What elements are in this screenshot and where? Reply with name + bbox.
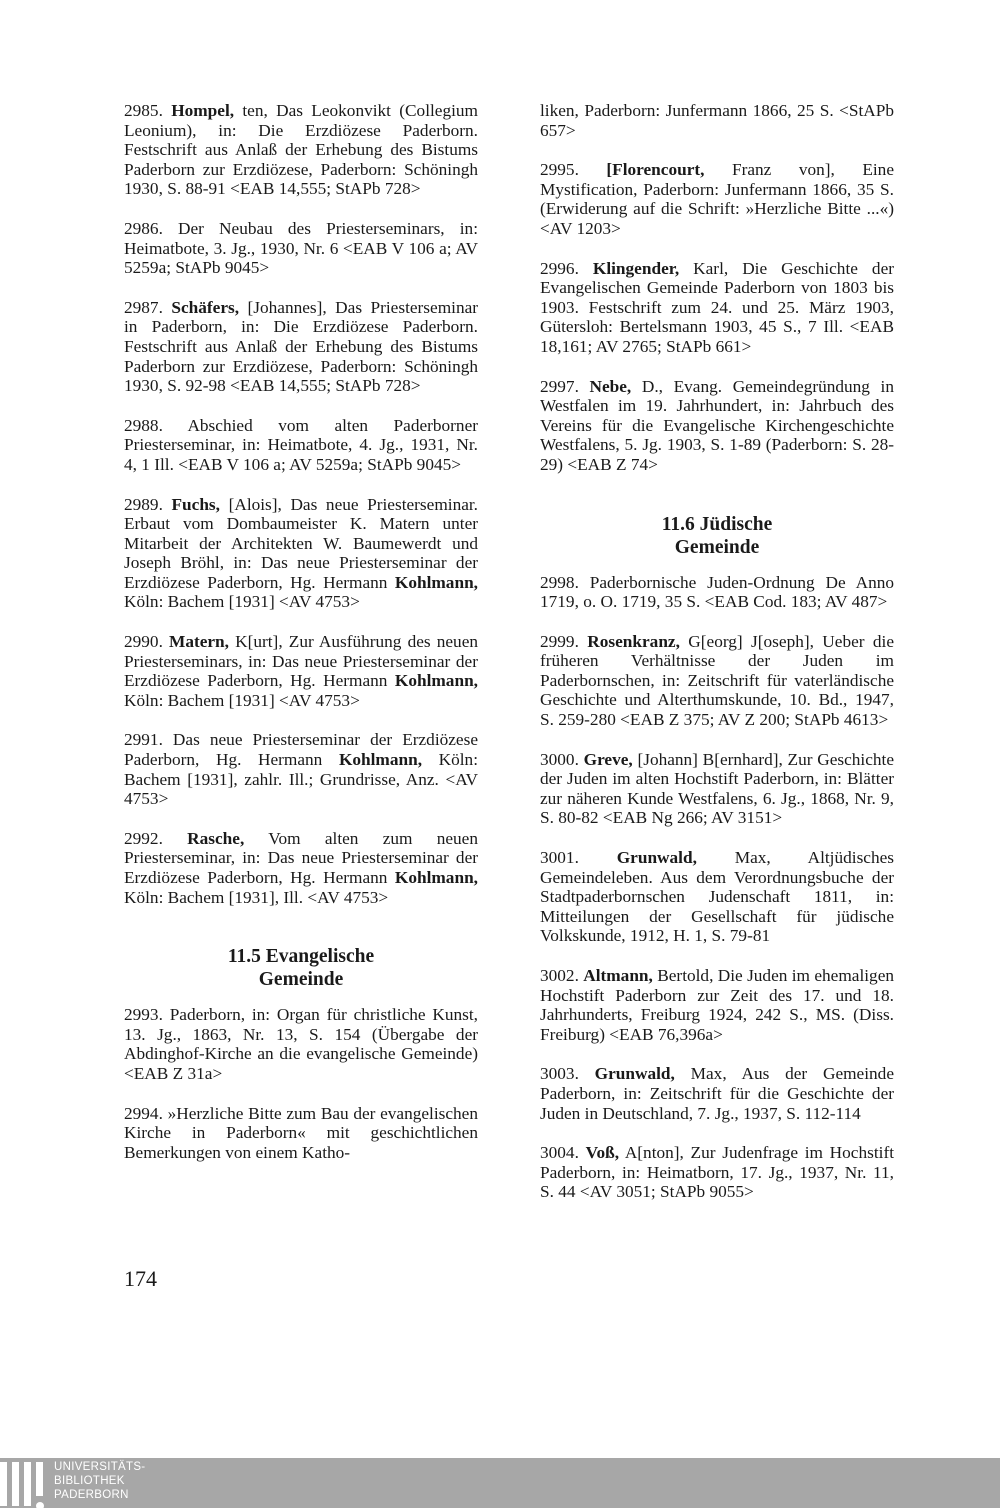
library-footer bbox=[0, 1458, 1000, 1508]
entry-text: 2995. bbox=[540, 160, 607, 180]
entry-author: Fuchs, bbox=[171, 494, 220, 514]
entry-author: Hompel, bbox=[171, 101, 235, 120]
entry-author: Rasche, bbox=[187, 828, 245, 848]
bibliography-entry bbox=[540, 750, 894, 828]
entry-author: Voß, bbox=[585, 1143, 620, 1163]
entry-text: 2996. bbox=[540, 258, 593, 278]
entry-text: 3002. bbox=[540, 966, 584, 985]
library-name-line: PADERBORN bbox=[54, 1489, 129, 1501]
section-heading-juedische bbox=[540, 513, 894, 559]
entry-text: Bertold, Die Juden im ehemaligen Hochstift Paderborn zur Zeit des 17. und 18. Jahrhunderts, Freiburg 1924, 242 S., MS. (Diss. Freiburg) <EAB 76,396a> bbox=[540, 966, 894, 1044]
bibliography-entry bbox=[124, 298, 478, 396]
left-column bbox=[124, 101, 478, 1182]
entry-text: Köln: Bachem [1931] <AV 4753> bbox=[124, 690, 360, 710]
bibliography-entry bbox=[540, 259, 894, 357]
entry-text: 3000. bbox=[540, 749, 584, 769]
entry-list bbox=[124, 1005, 478, 1162]
bibliography-entry bbox=[540, 848, 894, 946]
entry-text: 2994. »Herzliche Bitte zum Bau der evangelischen Kirche in Paderborn« mit geschichtlichen Bemerkungen von einem Katho- bbox=[124, 1103, 478, 1162]
entry-author: Schäfers, bbox=[171, 297, 240, 317]
bibliography-entry bbox=[540, 101, 894, 140]
bibliography-entry bbox=[124, 730, 478, 808]
bibliography-entry bbox=[540, 632, 894, 730]
bibliography-entry bbox=[124, 632, 478, 710]
entry-author: Klingender, bbox=[592, 258, 680, 278]
entry-author: Grunwald, bbox=[594, 1064, 675, 1084]
heading-line: Gemeinde bbox=[258, 969, 344, 991]
entry-text: Vom alten zum neuen Priesterseminar, in: Das neue Priesterseminar der Erzdiözese Paderborn, Hg. Hermann bbox=[124, 828, 478, 887]
entry-text: D., Evang. Gemeindegründung in Westfalen im 19. Jahrhundert, in: Jahrbuch des Vereins für die Evangelische Kirchengeschichte Westfalens, 5. Jg. 1903, S. 1-89 (Paderborn: S. 28-29) <EAB Z 74> bbox=[540, 376, 894, 474]
entry-text: Karl, Die Geschichte der Evangelischen Gemeinde Paderborn von 1803 bis 1903. Festschrift zum 24. und 25. März 1903, Gütersloh: Bertelsmann 1903, 45 S., 7 Ill. <EAB 18,161; AV 2765; StAPb 661> bbox=[540, 258, 894, 356]
entry-text: 2991. Das neue Priesterseminar der Erzdiözese Paderborn, Hg. Hermann bbox=[124, 730, 478, 770]
entry-text: liken, Paderborn: Junfermann 1866, 25 S. <StAPb 657> bbox=[540, 101, 894, 140]
entry-text: Max, Altjüdisches Gemeindeleben. Aus dem Verordnungsbuche der Stadtpaderbornschen Judenschaft 1811, in: Mitteilungen der Gesellschaft für jüdische Volkskunde, 1912, H. 1, S. 79-81 bbox=[540, 848, 894, 946]
bibliography-entry bbox=[540, 1143, 894, 1202]
entry-list bbox=[124, 101, 478, 907]
bibliography-entry bbox=[124, 1104, 478, 1163]
entry-text: Max, Aus der Gemeinde Paderborn, in: Zeitschrift für die Geschichte der Juden in Deutschland, 7. Jg., 1937, S. 112-114 bbox=[540, 1064, 894, 1123]
entry-text: 2997. bbox=[540, 376, 590, 396]
entry-text: Köln: Bachem [1931], zahlr. Ill.; Grundrisse, Anz. <AV 4753> bbox=[124, 750, 478, 809]
entry-list bbox=[540, 101, 894, 475]
entry-list bbox=[540, 573, 894, 1202]
entry-author: Grunwald, bbox=[616, 848, 697, 868]
entry-text: A[nton], Zur Judenfrage im Hochstift Paderborn, in: Heimatborn, 17. Jg., 1937, Nr. 11, S. 44 <AV 3051; StAPb 9055> bbox=[540, 1143, 895, 1202]
entry-author: Nebe, bbox=[589, 376, 632, 396]
entry-text: [Alois], Das neue Priesterseminar. Erbaut vom Dombaumeister K. Matern unter Mitarbeit der Architekten W. Baumewerdt und Joseph Bröhl, in: Das neue Priesterseminar der Erzdiözese Paderborn, Hg. Hermann bbox=[124, 494, 479, 592]
bibliography-entry bbox=[124, 416, 478, 475]
entry-text: [Johannes], Das Priesterseminar in Paderborn, in: Die Erzdiözese Paderborn. Festschrift aus Anlaß der Erhebung des Bistums Paderborn zur Erzdiözese, Paderborn: Schöningh 1930, S. 92-98 <EAB 14,555; StAPb 728> bbox=[124, 297, 479, 396]
entry-text: Köln: Bachem [1931], Ill. <AV 4753> bbox=[124, 887, 389, 907]
entry-text: 2992. bbox=[124, 828, 188, 848]
bibliography-entry bbox=[540, 377, 894, 475]
bibliography-entry bbox=[124, 1005, 478, 1083]
bibliography-entry bbox=[124, 495, 478, 613]
entry-text: [Johann] B[ernhard], Zur Geschichte der Juden im alten Hochstift Paderborn, in: Blätter zur näheren Kunde Westfalens, 6. Jg., 1868, Nr. 9, S. 80-82 <EAB Ng 266; AV 3151> bbox=[540, 749, 894, 828]
page-number: 174 bbox=[124, 1266, 157, 1291]
bibliography-entry bbox=[124, 101, 478, 199]
entry-author: Greve, bbox=[583, 749, 633, 769]
entry-author: [Florencourt, bbox=[606, 160, 705, 180]
entry-author: Kohlmann, bbox=[338, 750, 423, 770]
entry-text: 2985. bbox=[124, 101, 172, 120]
library-name-line: BIBLIOTHEK bbox=[54, 1475, 125, 1487]
entry-text: ten, Das Leokonvikt (Collegium Leonium), in: Die Erzdiözese Paderborn. Festschrift aus Anlaß der Erhebung des Bistums Paderborn zur Erzdiözese, Paderborn: Schöningh 1930, S. 88-91 <EAB 14,555; StAPb 728> bbox=[124, 101, 478, 199]
entry-text: 3004. bbox=[540, 1143, 586, 1163]
entry-text: G[eorg] J[oseph], Ueber die früheren Verhältnisse der Juden im Paderbornschen, in: Zeitschrift für vaterländische Geschichte und Alterthumskunde, 10. Bd., 1947, S. 259-280 <EAB Z 375; AV Z 200; StAPb 4613> bbox=[540, 631, 894, 730]
bibliography-entry bbox=[540, 966, 894, 1044]
bibliography-entry bbox=[540, 1064, 894, 1123]
bibliography-entry bbox=[540, 573, 894, 612]
entry-text: 2987. bbox=[124, 297, 172, 317]
entry-text: Franz von], Eine Mystification, Paderborn: Junfermann 1866, 35 S. (Erwiderung auf die Schrift: »Herzliche Bitte ...«) <AV 1203> bbox=[540, 160, 894, 238]
bibliography-entry bbox=[540, 160, 894, 238]
entry-text: 2999. bbox=[540, 631, 588, 651]
entry-text: 3001. bbox=[540, 848, 617, 868]
heading-line: 11.6 Jüdische bbox=[661, 513, 773, 535]
entry-text: 2988. Abschied vom alten Paderborner Priesterseminar, in: Heimatbote, 4. Jg., 1931, Nr. 4, 1 Ill. <EAB V 106 a; AV 5259a; StAPb 9045> bbox=[124, 415, 478, 474]
entry-author: Kohlmann, bbox=[394, 868, 478, 887]
entry-text: 2990. bbox=[124, 632, 170, 652]
library-name-line: UNIVERSITÄTS- bbox=[54, 1461, 146, 1473]
entry-author: Matern, bbox=[169, 632, 229, 652]
entry-text: K[urt], Zur Ausführung des neuen Priesterseminars, in: Das neue Priesterseminar der Erzdiözese Paderborn, Hg. Hermann bbox=[124, 632, 478, 691]
entry-author: Kohlmann, bbox=[394, 671, 478, 691]
entry-text: 2998. Paderbornische Juden-Ordnung De Anno 1719, o. O. 1719, 35 S. <EAB Cod. 183; AV 487> bbox=[540, 572, 894, 612]
entry-text: 3003. bbox=[540, 1064, 595, 1084]
right-column bbox=[540, 101, 894, 1222]
entry-text: 2989. bbox=[124, 494, 172, 514]
library-name bbox=[54, 1460, 145, 1502]
entry-text: 2993. Paderborn, in: Organ für christliche Kunst, 13. Jg., 1863, Nr. 13, S. 154 (Übergabe der Abdinghof-Kirche an die evangelische Gemeinde) <EAB Z 31a> bbox=[124, 1005, 478, 1083]
entry-author: Altmann, bbox=[583, 966, 653, 985]
entry-text: 2986. Der Neubau des Priesterseminars, in: Heimatbote, 3. Jg., 1930, Nr. 6 <EAB V 106 a; AV 5259a; StAPb 9045> bbox=[124, 218, 478, 278]
heading-line: Gemeinde bbox=[674, 536, 760, 558]
section-heading-evangelische bbox=[124, 945, 478, 991]
entry-text: Köln: Bachem [1931] <AV 4753> bbox=[124, 592, 360, 612]
entry-author: Kohlmann, bbox=[394, 572, 478, 592]
entry-author: Rosenkranz, bbox=[587, 631, 680, 651]
bibliography-entry bbox=[124, 829, 478, 907]
bibliography-entry bbox=[124, 219, 478, 278]
heading-line: 11.5 Evangelische bbox=[227, 946, 375, 968]
